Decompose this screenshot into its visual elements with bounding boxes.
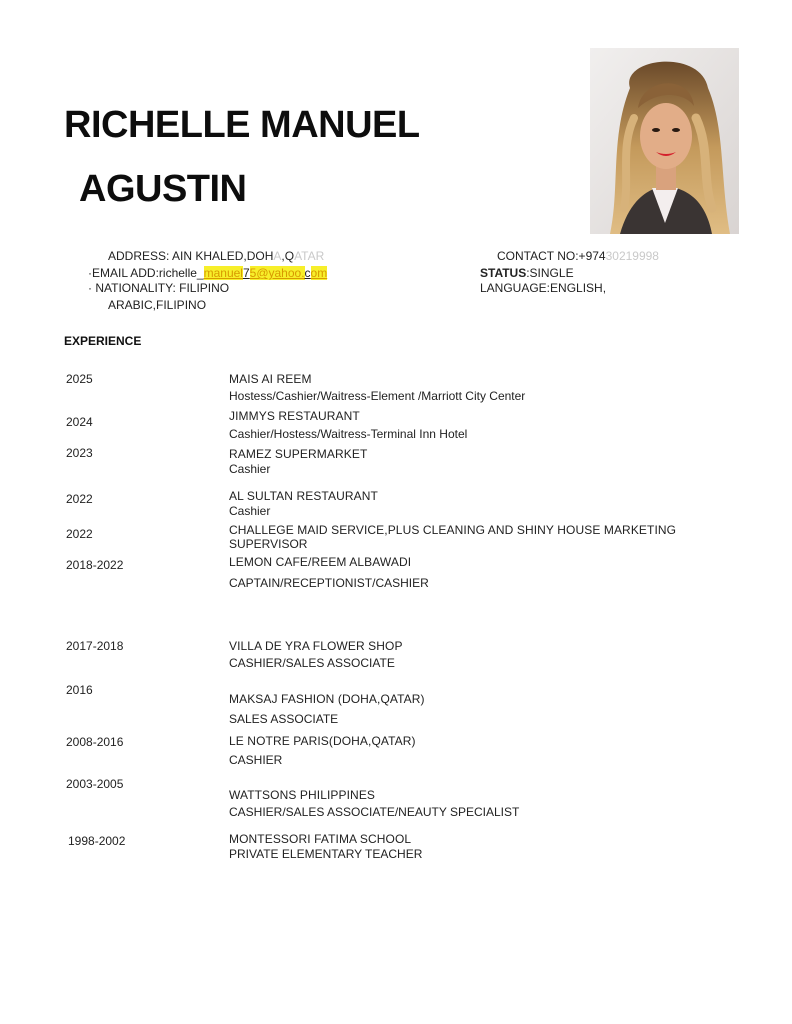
address-text: ADDRESS: AIN KHALED,DOH [108, 249, 274, 263]
experience-employer: RAMEZ SUPERMARKET [229, 447, 368, 461]
experience-employer: LE NOTRE PARIS(DOHA,QATAR) [229, 734, 416, 748]
language-continued: ARABIC,FILIPINO [108, 298, 207, 312]
profile-photo [590, 48, 739, 234]
experience-role: Cashier [229, 504, 271, 518]
address-faded-a: A [273, 249, 282, 263]
language-line: LANGUAGE:ENGLISH, [480, 281, 607, 295]
experience-role: CASHIER/SALES ASSOCIATE [229, 656, 395, 670]
experience-employer: MONTESSORI FATIMA SCHOOL [229, 832, 412, 846]
email-link-part-1[interactable]: manuel [203, 266, 243, 280]
profile-photo-illustration [590, 48, 739, 234]
experience-year: 2008-2016 [66, 735, 124, 749]
email-link-part-2[interactable]: 7 [242, 266, 250, 280]
name-line-1: RICHELLE MANUEL [64, 104, 420, 146]
experience-employer: JIMMYS RESTAURANT [229, 409, 360, 423]
experience-year: 2018-2022 [66, 558, 124, 572]
experience-year: 2022 [66, 527, 93, 541]
experience-year: 1998-2002 [68, 834, 126, 848]
experience-heading: EXPERIENCE [64, 334, 142, 348]
experience-role: CAPTAIN/RECEPTIONIST/CASHIER [229, 576, 429, 590]
status-value: :SINGLE [526, 266, 574, 280]
experience-employer: MAKSAJ FASHION (DOHA,QATAR) [229, 692, 425, 706]
experience-year: 2022 [66, 492, 93, 506]
experience-employer: LEMON CAFE/REEM ALBAWADI [229, 555, 412, 569]
experience-employer: CHALLEGE MAID SERVICE,PLUS CLEANING AND SHINY HOUSE MARKETING [229, 523, 677, 537]
experience-employer: AL SULTAN RESTAURANT [229, 489, 378, 503]
experience-employer: MAIS AI REEM [229, 372, 312, 386]
contact-number-line [497, 249, 659, 263]
experience-role: CASHIER/SALES ASSOCIATE/NEAUTY SPECIALIST [229, 805, 520, 819]
experience-employer: WATTSONS PHILIPPINES [229, 788, 376, 802]
experience-role: Hostess/Cashier/Waitress-Element /Marriott City Center [229, 389, 526, 403]
experience-year: 2003-2005 [66, 777, 124, 791]
email-link-part-5[interactable]: om [310, 266, 328, 280]
email-link-part-3[interactable]: 5@yahoo. [249, 266, 305, 280]
experience-role: CASHIER [229, 753, 283, 767]
contact-number-label: CONTACT NO:+974 [497, 249, 606, 263]
name-line-2: AGUSTIN [79, 168, 247, 210]
address-faded-atar: ATAR [294, 249, 325, 263]
experience-role: Cashier [229, 462, 271, 476]
experience-employer: VILLA DE YRA FLOWER SHOP [229, 639, 403, 653]
address-line [108, 249, 324, 263]
email-link-part-4[interactable]: c [304, 266, 311, 280]
contact-number-faded: 30219998 [605, 249, 659, 263]
email-prefix: ·EMAIL ADD:richelle_ [88, 266, 204, 280]
experience-role: SUPERVISOR [229, 537, 308, 551]
email-line [88, 266, 327, 280]
experience-year: 2017-2018 [66, 639, 124, 653]
nationality-line: · NATIONALITY: FILIPINO [88, 281, 230, 295]
address-mid: ,Q [281, 249, 295, 263]
experience-year: 2016 [66, 683, 93, 697]
experience-year: 2023 [66, 446, 93, 460]
experience-year: 2025 [66, 372, 93, 386]
experience-year: 2024 [66, 415, 93, 429]
status-line [480, 266, 574, 280]
experience-role: Cashier/Hostess/Waitress-Terminal Inn Hotel [229, 427, 468, 441]
status-label: STATUS [480, 266, 527, 280]
experience-role: PRIVATE ELEMENTARY TEACHER [229, 847, 423, 861]
experience-role: SALES ASSOCIATE [229, 712, 339, 726]
